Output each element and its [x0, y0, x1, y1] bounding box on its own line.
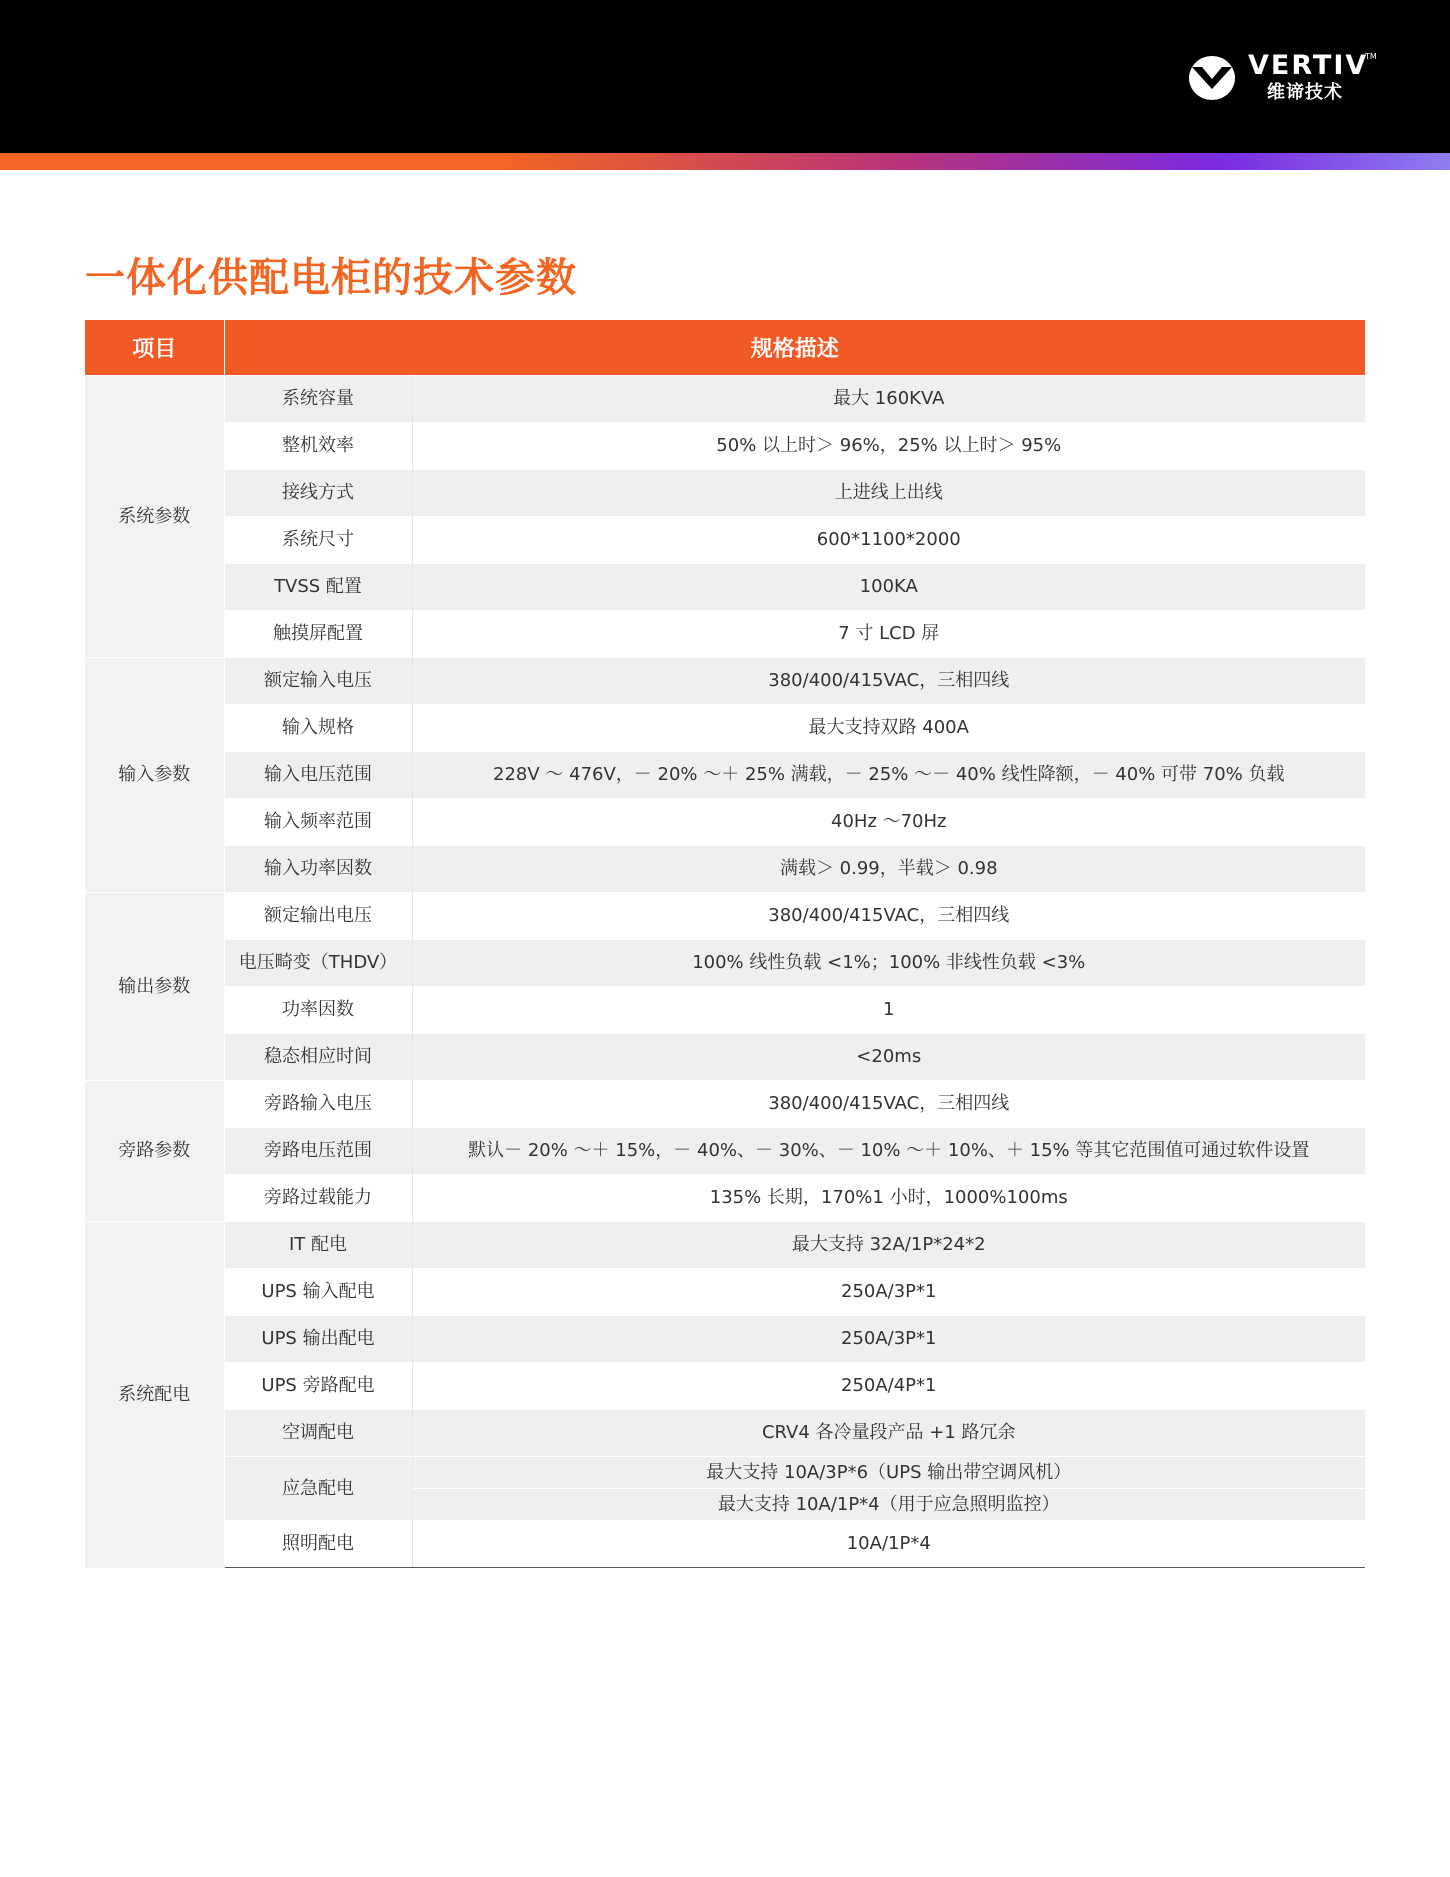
vertiv-logo-icon [1188, 55, 1236, 101]
table-row [85, 705, 1365, 752]
table-row [85, 658, 1365, 705]
vertiv-logo [1188, 50, 1378, 106]
row-value: 100% 线性负载 <1%；100% 非线性负载 <3% [412, 940, 1365, 987]
row-item: 接线方式 [224, 470, 412, 517]
table-row [85, 611, 1365, 658]
row-value: 最大支持 32A/1P*24*2 [412, 1222, 1365, 1269]
group-label: 系统配电 [85, 1222, 224, 1568]
row-item: 功率因数 [224, 987, 412, 1034]
table-row [85, 940, 1365, 987]
row-item: 旁路输入电压 [224, 1081, 412, 1128]
table-row [85, 1175, 1365, 1222]
table-row [85, 1316, 1365, 1363]
table-row [85, 1034, 1365, 1081]
row-item: UPS 旁路配电 [224, 1363, 412, 1410]
row-item: 旁路过载能力 [224, 1175, 412, 1222]
table-row [85, 1269, 1365, 1316]
row-value: 7 寸 LCD 屏 [412, 611, 1365, 658]
row-value: 228V ～ 476V，－ 20% ～＋ 25% 满载，－ 25% ～－ 40% 线性降额，－ 40% 可带 70% 负载 [412, 752, 1365, 799]
table-row [85, 1410, 1365, 1457]
table-row [85, 846, 1365, 893]
row-value: 最大 160KVA [412, 376, 1365, 423]
row-item: TVSS 配置 [224, 564, 412, 611]
row-value: 10A/1P*4 [412, 1521, 1365, 1568]
table-row [85, 517, 1365, 564]
row-item: 输入电压范围 [224, 752, 412, 799]
row-value: <20ms [412, 1034, 1365, 1081]
row-item: 照明配电 [224, 1521, 412, 1568]
spec-table [85, 320, 1365, 1568]
row-item: IT 配电 [224, 1222, 412, 1269]
table-row [85, 799, 1365, 846]
brand-name: VERTIV [1248, 50, 1369, 81]
gradient-bar [0, 153, 1450, 170]
row-value: 380/400/415VAC，三相四线 [412, 658, 1365, 705]
row-item: 电压畸变（THDV） [224, 940, 412, 987]
trademark: TM [1365, 52, 1377, 61]
row-item: 应急配电 [224, 1457, 412, 1521]
page-header [0, 0, 1450, 153]
row-item: 输入频率范围 [224, 799, 412, 846]
row-item: 输入规格 [224, 705, 412, 752]
group-label: 输入参数 [85, 658, 224, 893]
row-item: 系统容量 [224, 376, 412, 423]
header-spec: 规格描述 [224, 320, 1365, 376]
table-row [85, 470, 1365, 517]
row-item: 额定输入电压 [224, 658, 412, 705]
row-value: 250A/3P*1 [412, 1269, 1365, 1316]
row-value: 250A/3P*1 [412, 1316, 1365, 1363]
table-row [85, 1363, 1365, 1410]
row-item: 系统尺寸 [224, 517, 412, 564]
table-row [85, 893, 1365, 940]
row-value: 50% 以上时＞ 96%，25% 以上时＞ 95% [412, 423, 1365, 470]
table-row [85, 564, 1365, 611]
row-value: 默认－ 20% ～＋ 15%，－ 40%、－ 30%、－ 10% ～＋ 10%、＋ 15% 等其它范围值可通过软件设置 [412, 1128, 1365, 1175]
row-value: 135% 长期，170%1 小时，1000%100ms [412, 1175, 1365, 1222]
row-value: 1 [412, 987, 1365, 1034]
table-row [85, 423, 1365, 470]
table-header-row [85, 320, 1365, 376]
row-item: 空调配电 [224, 1410, 412, 1457]
group-label: 输出参数 [85, 893, 224, 1081]
table-row [85, 1081, 1365, 1128]
row-value: 40Hz ～70Hz [412, 799, 1365, 846]
row-value: 满载＞ 0.99，半载＞ 0.98 [412, 846, 1365, 893]
table-row [85, 752, 1365, 799]
row-value: 最大支持 10A/3P*6（UPS 输出带空调风机） [412, 1457, 1365, 1489]
row-item: 输入功率因数 [224, 846, 412, 893]
row-item: 旁路电压范围 [224, 1128, 412, 1175]
row-value: 上进线上出线 [412, 470, 1365, 517]
row-item: 触摸屏配置 [224, 611, 412, 658]
page-title: 一体化供配电柜的技术参数 [85, 255, 577, 301]
row-value: 最大支持 10A/1P*4（用于应急照明监控） [412, 1489, 1365, 1521]
table-row [85, 1128, 1365, 1175]
row-item: 整机效率 [224, 423, 412, 470]
group-label: 旁路参数 [85, 1081, 224, 1222]
row-item: 稳态相应时间 [224, 1034, 412, 1081]
table-row [85, 1521, 1365, 1568]
row-value: 最大支持双路 400A [412, 705, 1365, 752]
row-value: 100KA [412, 564, 1365, 611]
row-value: 250A/4P*1 [412, 1363, 1365, 1410]
table-row [85, 1457, 1365, 1489]
row-value: CRV4 各冷量段产品 +1 路冗余 [412, 1410, 1365, 1457]
group-label: 系统参数 [85, 376, 224, 658]
header-item: 项目 [85, 320, 224, 376]
row-value: 380/400/415VAC，三相四线 [412, 893, 1365, 940]
brand-subtitle: 维谛技术 [1267, 82, 1343, 103]
table-row [85, 376, 1365, 423]
row-value: 380/400/415VAC，三相四线 [412, 1081, 1365, 1128]
table-row [85, 1222, 1365, 1269]
row-value: 600*1100*2000 [412, 517, 1365, 564]
row-item: UPS 输入配电 [224, 1269, 412, 1316]
row-item: 额定输出电压 [224, 893, 412, 940]
row-item: UPS 输出配电 [224, 1316, 412, 1363]
table-row [85, 987, 1365, 1034]
